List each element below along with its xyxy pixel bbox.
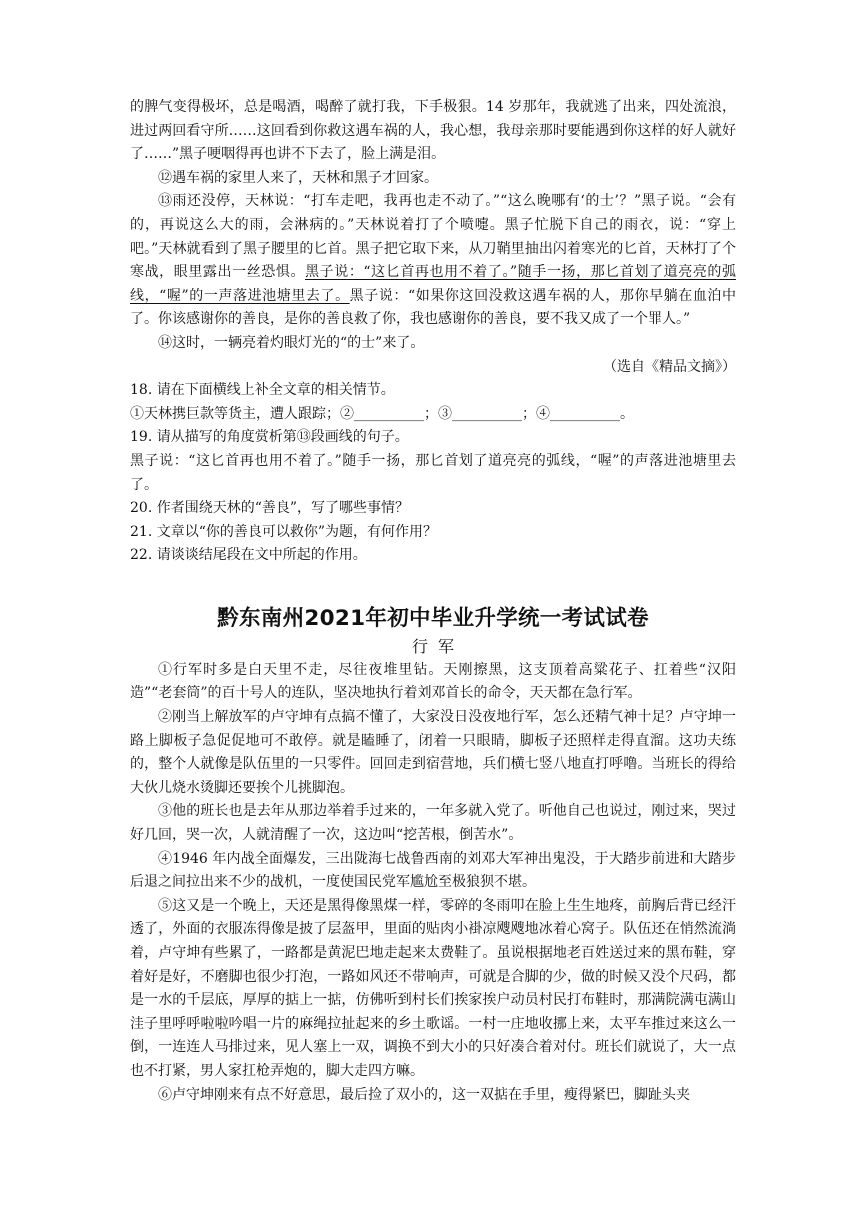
question-18-blanks: ①天林携巨款等货主，遭人跟踪；②__________；③__________；④__________。 [130,405,634,422]
question-19: 19. 请从描写的角度赏析第⑬段画线的句子。 [130,429,409,446]
paragraph-5: ⑤这又是一个晚上，天还是黑得像黑煤一样，零碎的冬雨叩在脸上生生地疼，前胸后背已经汗透了，外面的衣服冻得像是披了层盔甲，里面的贴肉小褂凉飕飕地冰着心窝子。队伍还在悄然流淌着，卢守坤有些累了，一路都是黄泥巴地走起来太费鞋了。虽说根据地老百姓送过来的黑布鞋，穿着好是好，不磨脚也很少打泡，一路如风还不带响声，可就是合脚的少，做的时候又没个尺码，都是一水的千层底，厚厚的掂上一掂，仿佛听到村长们挨家挨户动员村民打布鞋时，那满院满屯满山洼子里呼呼啦啦吟唱一片的麻绳拉扯起来的乡土歌谣。一村一庄地收挪上来，太平车推过来这么一倒，一连连人马排过来，见人塞上一双，调换不到大小的只好凑合着对付。班长们就说了，大一点也不打紧，男人家扛枪弄炮的，脚大走四方嘛。 [130,897,736,1079]
question-22: 22. 请谈谈结尾段在文中所起的作用。 [130,547,367,564]
paragraph-6: ⑥卢守坤刚来有点不好意思，最后捡了双小的，这一双掂在手里，瘦得紧巴，脚趾头夹 [158,1086,690,1103]
paragraph-13 [130,190,736,332]
paragraph-4: ④1946 年内战全面爆发，三出陇海七战鲁西南的刘邓大军神出鬼没，于大踏步前进和大踏步后退之间拉出来不少的战机，一度使国民党军尴尬至极狼狈不堪。 [130,850,736,891]
paragraph-14: ⑭这时，一辆亮着灼眼灯光的“的士”来了。 [158,334,425,351]
paragraph-13-text-b: 黑子说：“如果你这回没救这遇车祸的人，那你早躺在血泊中了。你该感谢你的善良，是你的善良救了你，我也感谢你的善良，要不我又成了一个罪人。” [130,287,736,328]
paragraph-12: ⑫遇车祸的家里人来了，天林和黑子才回家。 [158,169,438,186]
question-19-quote: 黑子说：“这匕首再也用不着了。”随手一扬，那匕首划了道亮亮的弧线，“喔”的声落进池塘里去了。 [130,452,736,493]
source-citation: （选自《精品文摘》） [603,358,736,375]
paragraph-13-underlined-sentence: 黑子说：“这匕首再也用不着了。”随手一扬，那匕首划了道亮亮的弧线，“喔”的一声落进池塘里去了。 [130,264,736,304]
exam-title: 黔东南州2021年初中毕业升学统一考试试卷 [217,605,649,631]
document-page [130,96,736,1107]
paragraph-continued: 的脾气变得极坏，总是喝酒，喝醉了就打我，下手极狠。14 岁那年，我就逃了出来，四处流浪，进过两回看守所……这回看到你救这遇车祸的人，我心想，我母亲那时要能遇到你这样的好人就好了……”黑子哽咽得再也讲不下去了，脸上满是泪。 [130,99,736,163]
question-20: 20. 作者围绕天林的“善良”，写了哪些事情？ [130,500,410,517]
article-title: 行军 [411,636,464,656]
question-21: 21. 文章以“你的善良可以救你”为题，有何作用？ [130,523,438,540]
paragraph-2: ②刚当上解放军的卢守坤有点搞不懂了，大家没日没夜地行军，怎么还精气神十足？卢守坤一路上脚板子急促促地可不敢停。就是瞌睡了，闭着一只眼睛，脚板子还照样走得直溜。这功夫练的，整个人就像是队伍里的一只零件。回回走到宿营地，兵们横七竖八地直打呼噜。当班长的得给大伙儿烧水烫脚还要挨个儿挑脚泡。 [130,709,736,796]
paragraph-1: ①行军时多是白天里不走，尽往夜堆里钻。天刚擦黑，这支顶着高粱花子、扛着些“汉阳造”“老套筒”的百十号人的连队，坚决地执行着刘邓首长的命令，天天都在急行军。 [130,661,736,702]
paragraph-13-text-a: ⑬雨还没停，天林说：“打车走吧，我再也走不动了。”“这么晚哪有‘的士’？”黑子说。“会有的，再说这么大的雨，会淋病的。”天林说着打了个喷嚏。黑子忙脱下自己的雨衣，说：“穿上吧。”天林就看到了黑子腰里的匕首。黑子把它取下来，从刀鞘里抽出闪着寒光的匕首，天林打了个寒战，眼里露出一丝恐惧。 [130,193,736,281]
question-18: 18. 请在下面横线上补全文章的相关情节。 [130,382,395,399]
paragraph-3: ③他的班长也是去年从那边举着手过来的，一年多就入党了。听他自己也说过，刚过来，哭过好几回，哭一次，人就清醒了一次，这边叫“挖苦根，倒苦水”。 [130,803,736,844]
